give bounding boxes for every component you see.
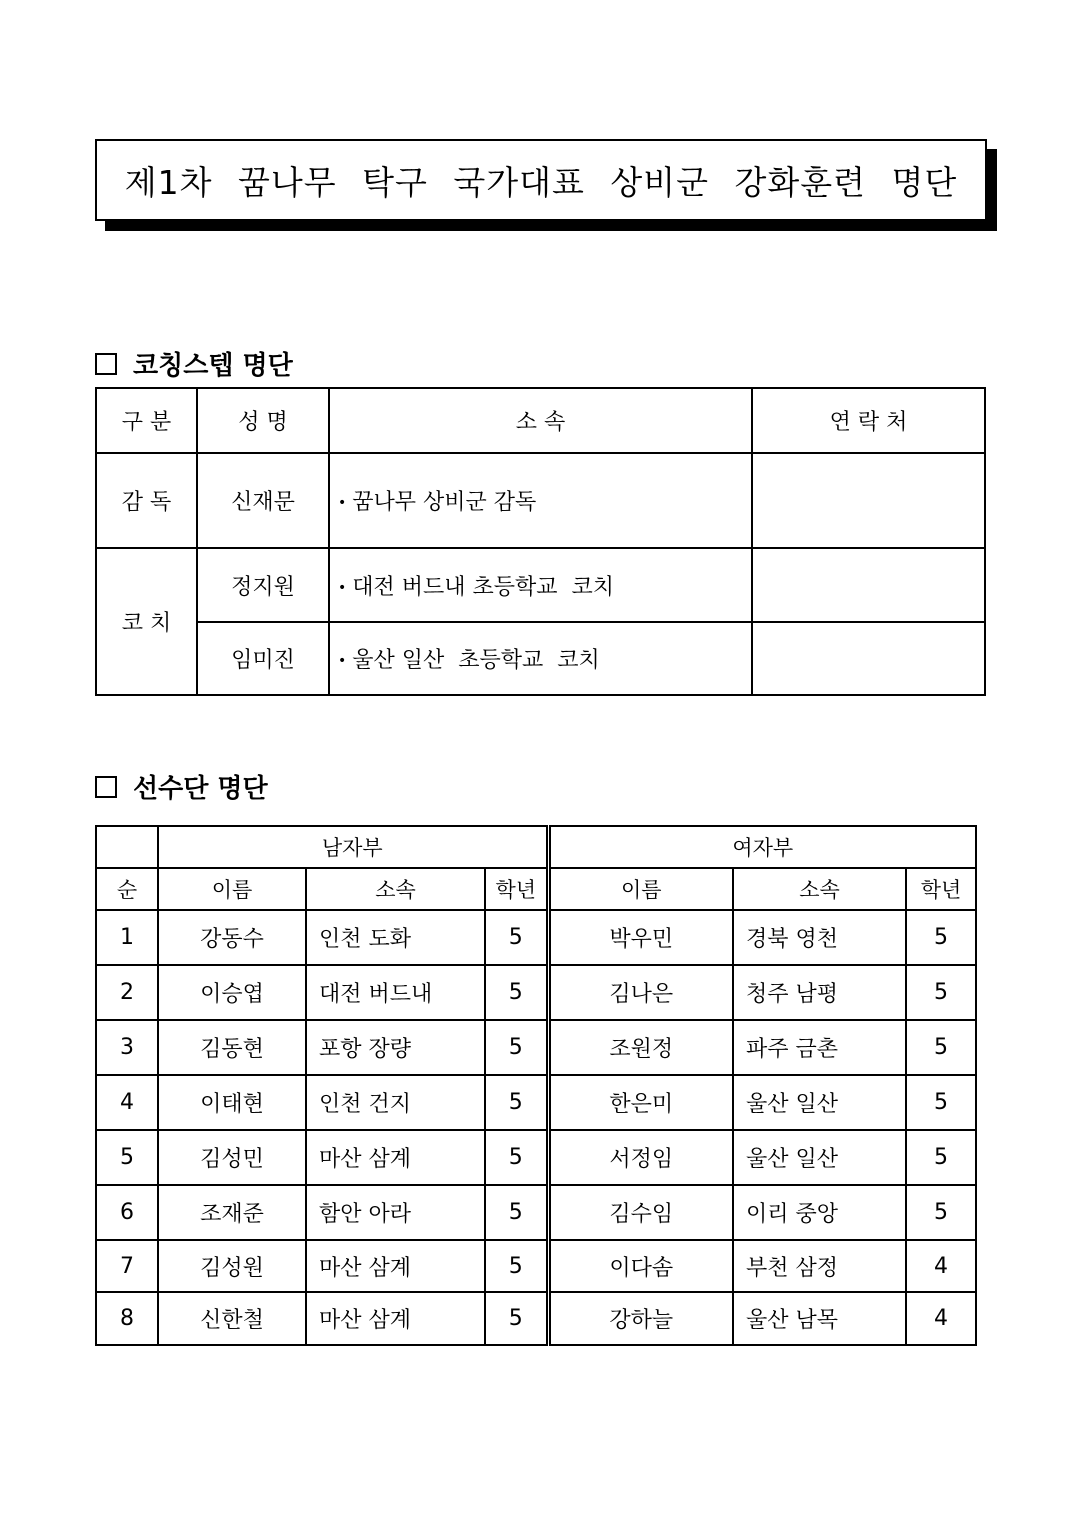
coaching-table [95,387,986,696]
male-name-cell: 김성민 [158,1130,306,1185]
table-row [96,1292,976,1345]
header-cell: 소속 [733,868,906,910]
female-grade-cell: 4 [906,1240,976,1292]
male-grade-cell: 5 [485,1130,548,1185]
no-cell: 6 [96,1185,158,1240]
player-heading-text: 선수단 명단 [133,774,268,804]
affiliation-cell [329,622,752,695]
checkbox-icon [95,776,117,798]
checkbox-icon [95,353,117,375]
contact-cell [752,548,985,622]
male-grade-cell: 5 [485,1240,548,1292]
male-affiliation-cell: 마산 삼계 [306,1240,485,1292]
bullet-icon: • [338,495,347,511]
male-affiliation-cell: 인천 도화 [306,910,485,965]
table-row [96,1130,976,1185]
name-cell: 임미진 [197,622,329,695]
name-cell: 정지원 [197,548,329,622]
male-grade-cell: 5 [485,1185,548,1240]
female-grade-cell: 5 [906,910,976,965]
male-name-cell: 신한철 [158,1292,306,1345]
no-cell: 1 [96,910,158,965]
affiliation-text: 꿈나무 상비군 감독 [352,490,537,515]
female-name-cell: 박우민 [548,910,733,965]
table-row [96,965,976,1020]
male-group-header: 남자부 [158,826,548,868]
coaching-header-row [96,388,985,453]
female-affiliation-cell: 울산 남목 [733,1292,906,1345]
male-affiliation-cell: 인천 건지 [306,1075,485,1130]
male-affiliation-cell: 포항 장량 [306,1020,485,1075]
header-cell: 소 속 [329,388,752,453]
female-grade-cell: 5 [906,965,976,1020]
no-cell: 5 [96,1130,158,1185]
female-affiliation-cell: 울산 일산 [733,1075,906,1130]
no-cell: 2 [96,965,158,1020]
no-cell: 3 [96,1020,158,1075]
group-header-row [96,826,976,868]
female-affiliation-cell: 청주 남평 [733,965,906,1020]
header-cell: 이름 [158,868,306,910]
coaching-heading [95,345,293,382]
male-grade-cell: 5 [485,1075,548,1130]
header-cell: 학년 [485,868,548,910]
affiliation-cell [329,453,752,548]
female-affiliation-cell: 파주 금촌 [733,1020,906,1075]
table-row [96,1185,976,1240]
male-affiliation-cell: 마산 삼계 [306,1130,485,1185]
female-grade-cell: 5 [906,1185,976,1240]
table-row [96,1240,976,1292]
male-affiliation-cell: 대전 버드내 [306,965,485,1020]
header-cell: 성 명 [197,388,329,453]
director-row [96,453,985,548]
coach-row [96,548,985,622]
male-affiliation-cell: 함안 아라 [306,1185,485,1240]
player-table [95,825,977,1346]
male-grade-cell: 5 [485,910,548,965]
header-cell: 순 [96,868,158,910]
male-name-cell: 김성원 [158,1240,306,1292]
no-cell: 7 [96,1240,158,1292]
male-affiliation-cell: 마산 삼계 [306,1292,485,1345]
male-grade-cell: 5 [485,965,548,1020]
female-grade-cell: 5 [906,1020,976,1075]
affiliation-cell [329,548,752,622]
female-grade-cell: 5 [906,1075,976,1130]
header-cell: 소속 [306,868,485,910]
coaching-heading-text: 코칭스텝 명단 [133,351,293,381]
affiliation-text: 대전 버드내 초등학교 코치 [352,574,615,600]
female-name-cell: 이다솜 [548,1240,733,1292]
female-grade-cell: 5 [906,1130,976,1185]
female-affiliation-cell: 경북 영천 [733,910,906,965]
name-cell: 신재문 [197,453,329,548]
female-affiliation-cell: 부천 삼정 [733,1240,906,1292]
affiliation-text: 울산 일산 초등학교 코치 [352,648,600,673]
header-cell: 이름 [548,868,733,910]
player-heading [95,768,268,805]
page-title: 제1차 꿈나무 탁구 국가대표 상비군 강화훈련 명단 [124,162,958,202]
title-box [95,139,987,221]
bullet-icon: • [338,653,347,669]
contact-cell [752,622,985,695]
male-name-cell: 이승엽 [158,965,306,1020]
header-cell: 연 락 처 [752,388,985,453]
female-grade-cell: 4 [906,1292,976,1345]
contact-cell [752,453,985,548]
no-cell: 4 [96,1075,158,1130]
header-cell: 학년 [906,868,976,910]
female-name-cell: 김수임 [548,1185,733,1240]
female-name-cell: 강하늘 [548,1292,733,1345]
role-cell: 코 치 [96,548,197,695]
male-name-cell: 강동수 [158,910,306,965]
empty-corner-cell [96,826,158,868]
column-header-row [96,868,976,910]
female-name-cell: 서정임 [548,1130,733,1185]
no-cell: 8 [96,1292,158,1345]
female-name-cell: 김나은 [548,965,733,1020]
female-name-cell: 조원정 [548,1020,733,1075]
male-name-cell: 김동현 [158,1020,306,1075]
female-affiliation-cell: 울산 일산 [733,1130,906,1185]
coach-row [96,622,985,695]
male-grade-cell: 5 [485,1020,548,1075]
male-name-cell: 조재준 [158,1185,306,1240]
table-row [96,1075,976,1130]
female-affiliation-cell: 이리 중앙 [733,1185,906,1240]
bullet-icon: • [338,579,347,596]
header-cell: 구 분 [96,388,197,453]
female-group-header: 여자부 [548,826,976,868]
male-name-cell: 이태현 [158,1075,306,1130]
male-grade-cell: 5 [485,1292,548,1345]
role-cell: 감 독 [96,453,197,548]
table-row [96,910,976,965]
table-row [96,1020,976,1075]
female-name-cell: 한은미 [548,1075,733,1130]
